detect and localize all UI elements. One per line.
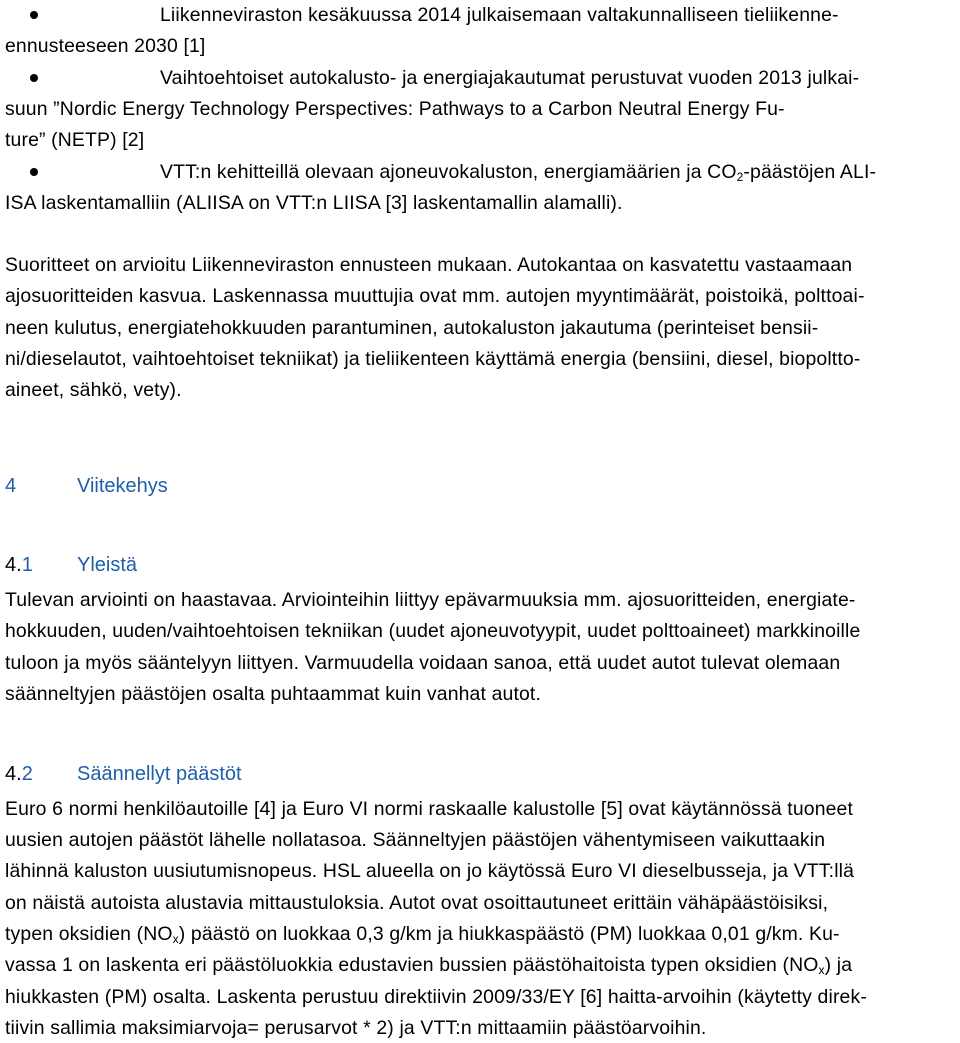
para3-line-7: hiukkasten (PM) osalta. Laskenta perustuu direktiivin 2009/33/EY [6] haitta-arvoihin (käytetty direk- xyxy=(5,986,867,1008)
para3-line-6 xyxy=(5,953,852,977)
para2-line-3: tuloon ja myös sääntelyyn liittyen. Varmuudella voidaan sanoa, että uudet autot tulevat olemaan xyxy=(5,652,841,674)
co2-subscript: 2 xyxy=(736,170,744,184)
section-4-2-number-main: 4. xyxy=(5,763,22,785)
section-4-1-number-sub: 1 xyxy=(21,554,33,576)
bullet-3-line-1 xyxy=(160,160,876,184)
bullet-1-line-1: Liikenneviraston kesäkuussa 2014 julkaisemaan valtakunnalliseen tieliikenne- xyxy=(160,4,839,26)
para1-line-5: aineet, sähkö, vety). xyxy=(5,379,182,401)
para1-line-4: ni/dieselautot, vaihtoehtoiset tekniikat) ja tieliikenteen käyttämä energia (bensiini, diesel, biopoltto- xyxy=(5,348,861,370)
para3-line-3: lähinnä kaluston uusiutumisnopeus. HSL alueella on jo käytössä Euro VI dieselbusseja, ja VTT:llä xyxy=(5,860,855,882)
para1-line-3: neen kulutus, energiatehokkuuden parantuminen, autokaluston jakautuma (perinteiset bensii- xyxy=(5,317,819,339)
para3-line-2: uusien autojen päästöt lähelle nollatasoa. Säänneltyjen päästöjen vähentymiseen vaikuttaakin xyxy=(5,829,826,851)
para3-line-5 xyxy=(5,922,840,946)
para2-line-4: säänneltyjen päästöjen osalta puhtaammat kuin vanhat autot. xyxy=(5,683,541,705)
bullet-3-line-2: ISA laskentamalliin (ALIISA on VTT:n LIISA [3] laskentamallin alamalli). xyxy=(5,192,623,214)
para3-line-5-text: typen oksidien (NO xyxy=(5,923,173,945)
para1-line-1: Suoritteet on arvioitu Liikenneviraston ennusteen mukaan. Autokantaa on kasvatettu vastaamaan xyxy=(5,254,853,276)
section-4-2-number xyxy=(5,762,77,786)
bullet-dot xyxy=(30,11,38,19)
bullet-2-line-3: ture” (NETP) [2] xyxy=(5,129,145,151)
section-4-1-heading xyxy=(5,553,137,577)
bullet-3-text: VTT:n kehitteillä olevaan ajoneuvokaluston, energiamäärien ja CO xyxy=(160,161,737,183)
para3-line-8: tiivin sallimia maksimiarvoja= perusarvot * 2) ja VTT:n mittaamiin päästöarvoihin. xyxy=(5,1017,707,1039)
section-4-number: 4 xyxy=(5,475,17,497)
para3-line-6-text: vassa 1 on laskenta eri päästöluokkia edustavien bussien päästöhaitoista typen oksidien (NO xyxy=(5,954,819,976)
section-4-1-number xyxy=(5,553,77,577)
para1-line-2: ajosuoritteiden kasvua. Laskennassa muuttujia ovat mm. autojen myyntimäärät, poistoikä, polttoai- xyxy=(5,285,865,307)
section-4-title: Viitekehys xyxy=(77,475,168,497)
bullet-dot xyxy=(30,168,38,176)
para3-line-6-text-cont: ) ja xyxy=(824,954,853,976)
bullet-1-line-2: ennusteeseen 2030 [1] xyxy=(5,35,206,57)
section-4-2-number-sub: 2 xyxy=(21,763,33,785)
bullet-3-text-cont: -päästöjen ALI- xyxy=(743,161,877,183)
section-4-2-title: Säännellyt päästöt xyxy=(77,763,242,785)
para3-line-4: on näistä autoista alustavia mittaustuloksia. Autot ovat osoittautuneet erittäin vähäpäästöisiksi, xyxy=(5,892,829,914)
bullet-2-line-1: Vaihtoehtoiset autokalusto- ja energiajakautumat perustuvat vuoden 2013 julkai- xyxy=(160,67,860,89)
section-4-1-number-main: 4. xyxy=(5,554,22,576)
para3-line-1: Euro 6 normi henkilöautoille [4] ja Euro VI normi raskaalle kalustolle [5] ovat käytännössä tuoneet xyxy=(5,798,854,820)
para2-line-2: hokkuuden, uuden/vaihtoehtoisen tekniikan (uudet ajoneuvotyypit, uudet polttoaineet) markkinoille xyxy=(5,620,861,642)
para3-line-5-text-cont: ) päästö on luokkaa 0,3 g/km ja hiukkaspäästö (PM) luokkaa 0,01 g/km. Ku- xyxy=(178,923,840,945)
section-4-2-heading xyxy=(5,762,242,786)
nox-subscript: x xyxy=(172,932,179,946)
bullet-dot xyxy=(30,74,38,82)
nox-subscript: x xyxy=(818,963,825,977)
section-4-heading xyxy=(5,474,168,498)
para2-line-1: Tulevan arviointi on haastavaa. Arviointeihin liittyy epävarmuuksia mm. ajosuoritteiden, energiate- xyxy=(5,589,856,611)
bullet-2-line-2: suun ”Nordic Energy Technology Perspectives: Pathways to a Carbon Neutral Energy Fu- xyxy=(5,98,785,120)
section-4-1-title: Yleistä xyxy=(77,554,138,576)
